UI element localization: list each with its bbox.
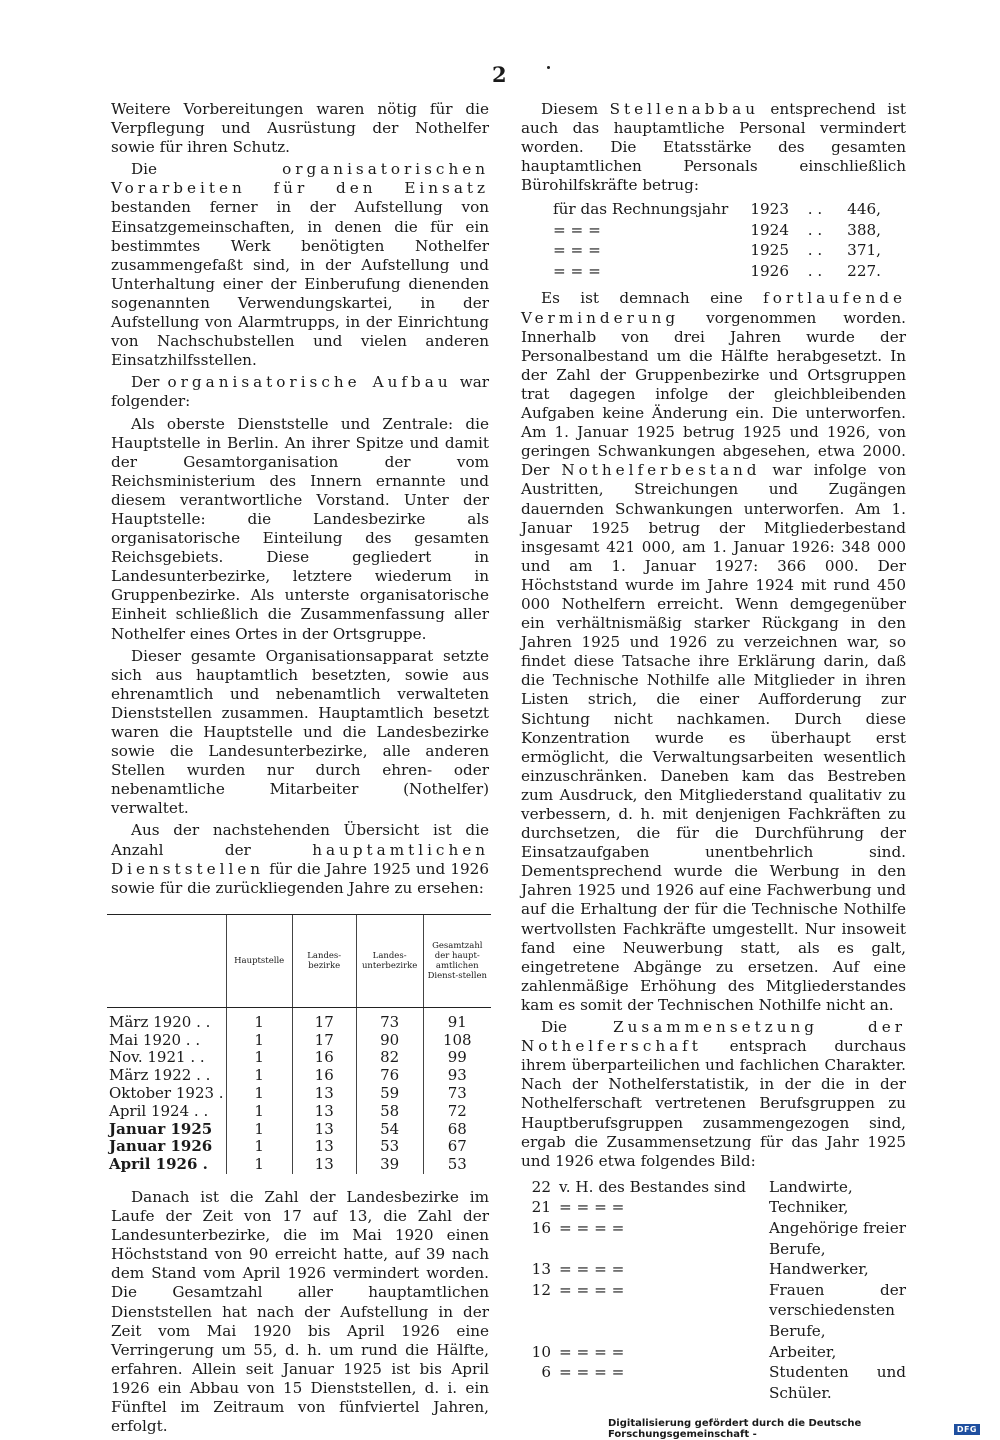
- left-paragraph-4: Als oberste Dienststelle und Zentrale: die Hauptstelle in Berlin. An ihrer Spitze und damit der Gesamtorganisation der vom Reichsministerium des Innern ernannte und diesem verantwortliche Vorstand. Unter der Hauptstelle: die Landesbezirke als organisatorische Einteilung des gesamten Reichsgebiets. Diese gegliedert in Landesunterbezirke, letztere wiederum in Gruppenbezirke. Als unterste organisatorische Einheit schließlich die Zusammenfassung aller Nothelfer eines Ortes in der Ortsgruppe.: [111, 414, 489, 643]
- service-offices-table: [107, 914, 491, 1174]
- table-cell: 1: [226, 1138, 292, 1156]
- table-cell: 1: [226, 1085, 292, 1103]
- list-item-leader: . .: [807, 200, 823, 219]
- table-cell: 99: [423, 1049, 491, 1067]
- list-item-prefix: = = = =: [559, 1363, 625, 1382]
- table-cell: 1: [226, 1032, 292, 1050]
- table-cell: 39: [356, 1156, 423, 1174]
- table-header: Landes-unterbezirke: [356, 914, 423, 1007]
- list-item-year: 1926: [750, 261, 789, 280]
- list-item: [553, 261, 906, 282]
- table-cell: Januar 1925: [109, 1119, 213, 1138]
- list-item-label: für das Rechnungsjahr: [553, 200, 729, 219]
- table-cell: April 1926 .: [109, 1155, 208, 1174]
- list-item-year: 1923: [750, 200, 789, 219]
- table-cell: März 1920 . .: [109, 1012, 211, 1031]
- table-row: [107, 1049, 491, 1067]
- list-item-prefix: = = = =: [559, 1342, 625, 1361]
- list-item: [521, 1342, 906, 1363]
- table-cell: 54: [356, 1121, 423, 1139]
- list-item-prefix: = = = =: [559, 1218, 625, 1237]
- table-cell: 16: [292, 1049, 356, 1067]
- list-item-percent: 16: [531, 1218, 551, 1237]
- table-row: [107, 1121, 491, 1139]
- table-cell: 68: [423, 1121, 491, 1139]
- table-cell: 67: [423, 1138, 491, 1156]
- right-paragraph-1: Diesem Stellenabbau entsprechend ist auch das hauptamtliche Personal vermindert worden. Die Etatsstärke des gesamten hauptamtlichen Personals einschließlich Bürohilfskräfte betrug:: [521, 100, 907, 195]
- table-row: [107, 1032, 491, 1050]
- list-item: [521, 1218, 906, 1259]
- table-row: [107, 1007, 491, 1031]
- table-cell: 58: [356, 1103, 423, 1121]
- table-cell: 53: [423, 1156, 491, 1174]
- table-cell: 1: [226, 1007, 292, 1031]
- table-cell: 13: [292, 1156, 356, 1174]
- table-header: [107, 914, 226, 1007]
- list-item: [521, 1197, 906, 1218]
- composition-listing: [521, 1177, 906, 1404]
- right-paragraph-3: Die Zusammensetzung der Nothelferschaft entsprach durchaus ihrem überparteilichen und fachlichen Charakter. Nach der Nothelferstatistik, in der die in der Nothelferschaft vertretenen Berufsgruppen zu Hauptberufsgruppen zusammengezogen sind, ergab die Zusammensetzung für das Jahr 1925 und 1926 etwa folgendes Bild:: [521, 1018, 907, 1170]
- page-number: 2: [492, 62, 507, 87]
- list-item-year: 1924: [750, 220, 789, 239]
- list-item: [553, 220, 906, 241]
- list-item-label: Landwirte,: [769, 1177, 853, 1196]
- list-item-prefix: = = = =: [559, 1260, 625, 1279]
- list-item-prefix: = = = =: [559, 1280, 625, 1299]
- left-paragraph-1: Weitere Vorbereitungen waren nötig für die Verpflegung und Ausrüstung der Nothelfer sowie für ihren Schutz.: [111, 100, 489, 157]
- list-item-label: Techniker,: [769, 1198, 849, 1217]
- table-cell: 72: [423, 1103, 491, 1121]
- table-cell: 17: [292, 1032, 356, 1050]
- digitization-footer: [608, 1418, 980, 1440]
- list-item-percent: 6: [541, 1363, 551, 1382]
- table-cell: 53: [356, 1138, 423, 1156]
- table-row: [107, 1085, 491, 1103]
- list-item-percent: 12: [531, 1280, 551, 1299]
- list-item-label: = = =: [553, 261, 601, 280]
- list-item-percent: 10: [531, 1342, 551, 1361]
- list-item-prefix: v. H. des Bestandes sind: [559, 1177, 747, 1196]
- personnel-listing: [553, 199, 906, 281]
- list-item-value: 371,: [847, 241, 881, 260]
- table-header: Gesamtzahl der haupt-amtlichen Dienst-stellen: [423, 914, 491, 1007]
- table-row: [107, 1067, 491, 1085]
- table-cell: 73: [356, 1007, 423, 1031]
- table-cell: 13: [292, 1085, 356, 1103]
- table-cell: Mai 1920 . .: [109, 1030, 201, 1049]
- table-cell: 82: [356, 1049, 423, 1067]
- table-cell: Nov. 1921 . .: [109, 1048, 205, 1067]
- table-cell: 108: [423, 1032, 491, 1050]
- right-paragraph-2: Es ist demnach eine fortlaufende Verminderung vorgenommen worden. Innerhalb von drei Jahren wurde der Personalbestand um die Hälfte herabgesetzt. In der Zahl der Gruppenbezirke und Ortsgruppen trat dagegen infolge der gleichbleibenden Aufgaben keine Änderung ein. Die unterworfen. Am 1. Januar 1925 betrug 1925 und 1926, von geringen Schwankungen abgesehen, etwa 2000. Der Nothelferbestand war infolge von Austritten, Streichungen und Zugängen dauernden Schwankungen unterworfen. Am 1. Januar 1925 betrug der Mitgliederbestand insgesamt 421 000, am 1. Januar 1926: 348 000 und am 1. Januar 1927: 366 000. Der Höchststand wurde im Jahre 1924 mit rund 450 000 Nothelfern erreicht. Wenn demgegenüber ein verhältnismäßig starker Rückgang in den Jahren 1925 und 1926 zu verzeichnen war, so findet diese Tatsache ihre Erklärung darin, daß die Technische Nothilfe alle Mitglieder in ihren Listen strich, die einer Aufforderung zur Sichtung nicht nachkamen. Durch diese Konzentration wurde es überhaupt erst ermöglicht, die Verwaltungsarbeiten wesentlich einzuschränken. Daneben kam das Bestreben zum Ausdruck, den Mitgliederstand qualitativ zu verbessern, d. h. mit denjenigen Fachkräften zu durchsetzen, die für die Durchführung der Einsatzaufgaben unentbehrlich sind. Dementsprechend wurde die Werbung in den Jahren 1925 und 1926 auf eine Fachwerbung und auf die Erhaltung der für die Technische Nothilfe wertvollsten Fachkräfte umgestellt. Nur insoweit fand eine Neuwerbung statt, als es galt, eingetretene Abgänge zu ersetzen. Auf eine zahlenmäßige Erhöhung des Mitgliederstandes kam es somit der Technischen Nothilfe nicht an.: [521, 289, 907, 1014]
- list-item: [553, 199, 906, 220]
- left-paragraph-6: Aus der nachstehenden Übersicht ist die Anzahl der hauptamtlichen Dienststellen für die Jahre 1925 und 1926 sowie für die zurückliegenden Jahre zu ersehen:: [111, 821, 489, 897]
- list-item-label: Angehörige freier Berufe,: [769, 1218, 907, 1258]
- table-cell: 1: [226, 1103, 292, 1121]
- list-item: [553, 240, 906, 261]
- table-cell: 93: [423, 1067, 491, 1085]
- list-item-year: 1925: [750, 241, 789, 260]
- list-item-percent: 13: [531, 1260, 551, 1279]
- list-item-label: = = =: [553, 241, 601, 260]
- table-cell: 1: [226, 1121, 292, 1139]
- list-item: [521, 1177, 906, 1198]
- table-cell: Januar 1926: [109, 1137, 213, 1156]
- table-cell: 1: [226, 1156, 292, 1174]
- left-paragraph-7: Danach ist die Zahl der Landesbezirke im Laufe der Zeit von 17 auf 13, die Zahl der Landesunterbezirke, die im Mai 1920 einen Höchststand von 90 erreicht hatte, auf 39 nach dem Stand vom April 1926 vermindert worden. Die Gesamtzahl aller hauptamtlichen Dienststellen hat nach der Aufstellung in der Zeit vom Mai 1920 bis April 1926 eine Verringerung um 55, d. h. um rund die Hälfte, erfahren. Allein seit Januar 1925 ist bis April 1926 ein Abbau von 15 Dienststellen, d. i. ein Fünftel im Zeitraum von fünfviertel Jahren, erfolgt.: [111, 1188, 489, 1436]
- list-item-label: Handwerker,: [769, 1260, 869, 1279]
- left-paragraph-2: Die organisatorischen Vorarbeiten für den Einsatz bestanden ferner in der Aufstellung von Einsatzgemeinschaften, in denen die für ein bestimmtes Werk benötigten Nothelfer zusammengefaßt sind, in der Aufstellung und Unterhaltung einer der Einberufung dienenden sogenannten Verwendungskartei, in der Aufstellung von Alarmtrupps, in der Einrichtung von Nachschubstellen und vielen anderen Einsatzhilfsstellen.: [111, 160, 489, 370]
- table-row: [107, 1103, 491, 1121]
- table-cell: 76: [356, 1067, 423, 1085]
- printing-mark: [547, 66, 550, 69]
- list-item-leader: . .: [807, 261, 823, 280]
- list-item-leader: . .: [807, 241, 823, 260]
- list-item-value: 388,: [847, 220, 881, 239]
- table-cell: 13: [292, 1103, 356, 1121]
- left-paragraph-5: Dieser gesamte Organisationsapparat setzte sich aus hauptamtlich besetzten, sowie aus ehrenamtlich und nebenamtlich verwalteten Dienststellen zusammen. Hauptamtlich besetzt waren die Hauptstelle und die Landesbezirke sowie die Landesunterbezirke, alle anderen Stellen wurden nur durch ehren- oder nebenamtliche Mitarbeiter (Nothelfer) verwaltet.: [111, 646, 489, 818]
- table-cell: 90: [356, 1032, 423, 1050]
- list-item-label: Arbeiter,: [769, 1342, 837, 1361]
- list-item-percent: 21: [531, 1198, 551, 1217]
- list-item-prefix: = = = =: [559, 1198, 625, 1217]
- table-cell: April 1924 . .: [109, 1101, 209, 1120]
- table-cell: 16: [292, 1067, 356, 1085]
- table-cell: März 1922 . .: [109, 1066, 211, 1085]
- table-cell: 1: [226, 1067, 292, 1085]
- table-cell: 13: [292, 1138, 356, 1156]
- list-item-label: = = =: [553, 220, 601, 239]
- left-column: [111, 100, 489, 1436]
- dfg-logo: DFG: [954, 1424, 980, 1435]
- right-column: [521, 100, 906, 1403]
- list-item-label: Studenten und Schüler.: [769, 1363, 906, 1402]
- table-cell: Oktober 1923 .: [109, 1084, 224, 1103]
- list-item: [521, 1259, 906, 1280]
- table-row: [107, 1138, 491, 1156]
- table-cell: 91: [423, 1007, 491, 1031]
- table-cell: 73: [423, 1085, 491, 1103]
- list-item-value: 227.: [847, 261, 881, 280]
- table-header: Hauptstelle: [226, 914, 292, 1007]
- footer-text: Digitalisierung gefördert durch die Deutsche Forschungsgemeinschaft -: [608, 1418, 862, 1440]
- list-item-value: 446,: [847, 200, 881, 219]
- list-item-leader: . .: [807, 220, 823, 239]
- table-cell: 17: [292, 1007, 356, 1031]
- table-cell: 1: [226, 1049, 292, 1067]
- table-cell: 13: [292, 1121, 356, 1139]
- list-item: [521, 1362, 906, 1403]
- list-item-label: Frauen der verschiedensten Berufe,: [769, 1280, 906, 1340]
- table-header: Landes-bezirke: [292, 914, 356, 1007]
- left-paragraph-3: Der organisatorische Aufbau war folgender:: [111, 373, 490, 411]
- table-cell: 59: [356, 1085, 423, 1103]
- table-row: [107, 1156, 491, 1174]
- list-item: [521, 1280, 906, 1342]
- list-item-percent: 22: [531, 1177, 551, 1196]
- table-header-row: [107, 914, 491, 1007]
